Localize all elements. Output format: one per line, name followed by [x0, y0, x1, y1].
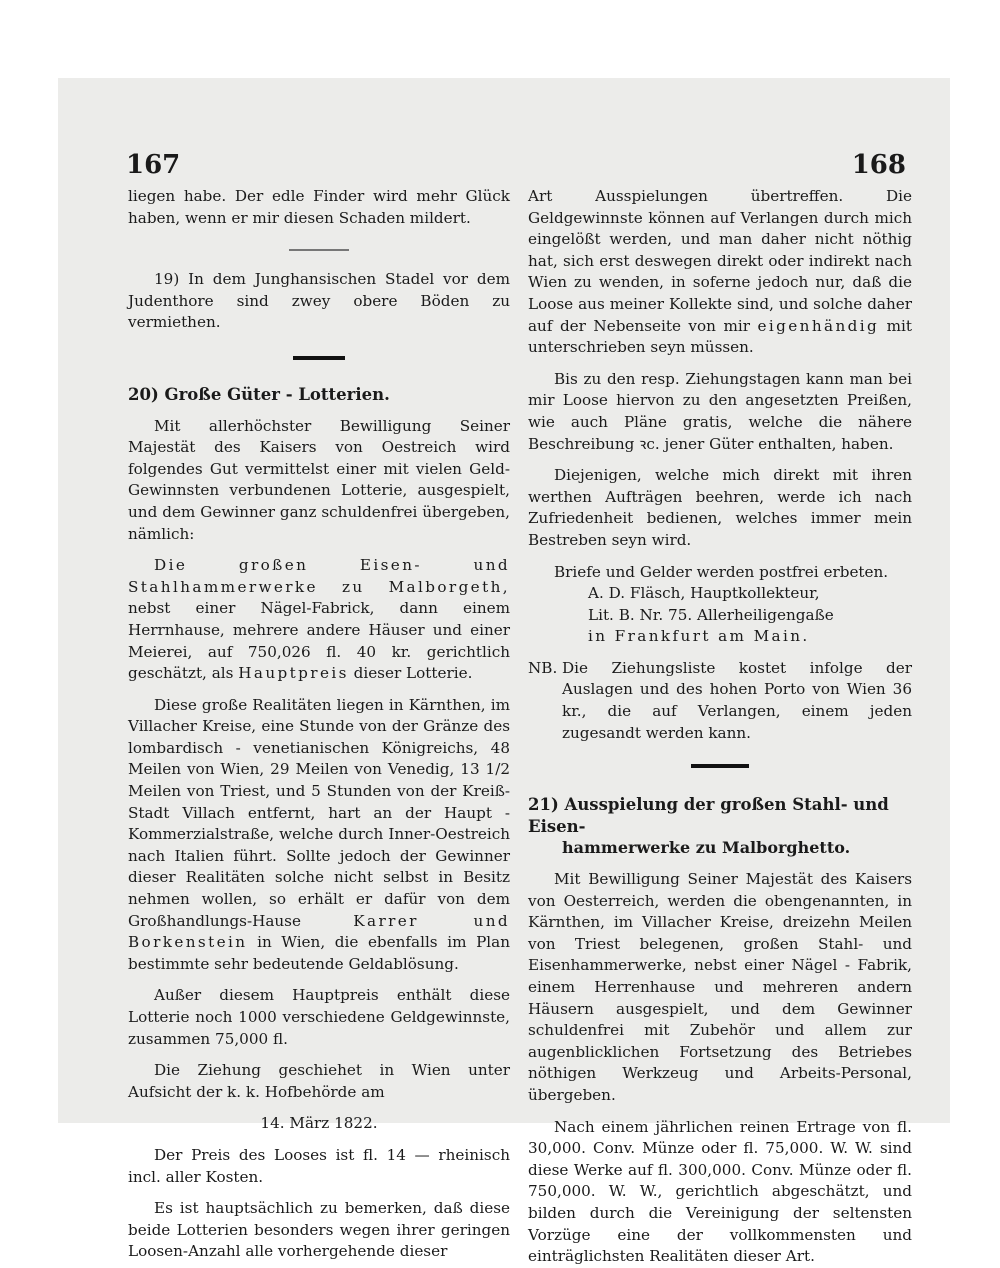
- paragraph-prizes: Außer diesem Hauptpreis enthält diese Lotterie noch 1000 verschiedene Geldgewinnste, zusammen 75,000 fl.: [128, 986, 510, 1048]
- section-divider: [293, 356, 345, 360]
- works-name: Die großen Eisen- und Stahlhammerwerke zu Malborgeth,: [128, 556, 510, 596]
- continuation-end: mit unterschrieben seyn müssen.: [528, 316, 913, 357]
- postage-note: Briefe und Gelder werden postfrei erbeten.: [554, 562, 889, 581]
- location-end: in Wien, die ebenfalls im Plan bestimmte sehr bedeutende Geldablösung.: [128, 933, 511, 973]
- page-number-left: 167: [126, 150, 181, 180]
- paragraph-continuation: liegen habe. Der edle Finder wird mehr Glück haben, wenn er mir diesen Schaden mildert.: [128, 187, 510, 227]
- paragraph-orders: Diejenigen, welche mich direkt mit ihren werthen Aufträgen beehren, werde ich nach Zufriedenheit bedienen, welches immer mein Bestreben seyn wird.: [528, 466, 912, 549]
- paragraph-prize: [128, 555, 510, 685]
- paragraph-tickets: Bis zu den resp. Ziehungstagen kann man bei mir Loose hiervon zu den angesetzten Preißen, wie auch Pläne gratis, welche die nähere Beschreibung ꝛc. jener Güter enthalten, haben.: [528, 369, 912, 453]
- continuation-text: Art Ausspielungen übertreffen. Die Geldgewinnste können auf Verlangen durch mich eingelößt werden, und man daher nicht nöthig hat, sich erst deswegen direkt oder indirekt nach Wien zu wenden, in soferne jedoch nur, daß die Loose aus meiner Kollekte sind, und solche daher auf der Nebenseite von mir: [528, 187, 912, 335]
- main-prize-label: Hauptpreis: [238, 664, 349, 683]
- heading-line-2: hammerwerke zu Malborghetto.: [562, 838, 851, 858]
- right-column: [528, 186, 912, 1268]
- paragraph-price: Der Preis des Looses ist fl. 14 — rheinisch incl. aller Kosten.: [128, 1145, 510, 1186]
- signature-city: in Frankfurt am Main.: [588, 627, 810, 646]
- left-column: [128, 186, 510, 1263]
- prize-end: dieser Lotterie.: [353, 664, 473, 683]
- drawing-date: 14. März 1822.: [260, 1114, 378, 1133]
- nb-note: [528, 658, 912, 744]
- location-text: Diese große Realitäten liegen in Kärnthen, im Villacher Kreise, eine Stunde von der Gränze des lombardisch - venetianischen Königreichs, 48 Meilen von Wien, 29 Meilen von Venedig, 13 1/2 Meilen von Triest, und 5 Stunden von der Kreiß-Stadt Villach entfernt, hart an der Haupt - Kommerzialstraße, welche durch Inner-Oestreich nach Italien führt. Sollte jedoch der Gewinner dieser Realitäten solche nicht selbst in Besitz nehmen wollen, so erhält er dafür von dem Großhandlungs-Hause: [128, 695, 510, 930]
- heading-line-1: 21) Ausspielung der großen Stahl- und Eisen-: [528, 795, 889, 836]
- prize-description: nebst einer Nägel-Fabrick, dann einem Herrnhause, mehrere andere Häuser und einer Meierei, auf 750,026 fl. 40 kr. gerichtlich geschätzt, als: [128, 599, 510, 683]
- scanned-page-spread: [58, 78, 950, 1266]
- signature-address: Lit. B. Nr. 75. Allerheiligengaße: [588, 605, 834, 624]
- heading-malborghetto: [528, 794, 912, 859]
- signature-name: A. D. Fläsch, Hauptkollekteur,: [588, 584, 820, 603]
- nb-label: NB.: [528, 658, 558, 677]
- paragraph-note: Es ist hauptsächlich zu bemerken, daß diese beide Lotterien besonders wegen ihrer geringen Loosen-Anzahl alle vorhergehende dieser: [128, 1199, 510, 1261]
- paragraph-continuation-right: [528, 186, 912, 359]
- trading-house: Karrer und Borkenstein: [128, 911, 510, 952]
- paragraph-ironworks: Mit Bewilligung Seiner Majestät des Kaisers von Oesterreich, werden die obengenannten, in Kärnthen, im Villacher Kreise, dreizehn Meilen von Triest belegenen, großen Stahl- und Eisenhammerwerke, nebst einer Nägel - Fabrik, einem Herrenhause und mehreren andern Häusern ausgespielt, und dem Gewinner schuldenfrei mit Zubehör und allem zur augenblicklichen Fortsetzung des Betriebes nöthigen Werkzeug und Arbeits-Personal, übergeben.: [528, 870, 912, 1104]
- section-divider-right: [691, 764, 749, 768]
- paragraph-yield: Nach einem jährlichen reinen Ertrage von fl. 30,000. Conv. Münze oder fl. 75,000. W. W. sind diese Werke auf fl. 300,000. Conv. Münze oder fl. 750,000. W. W., gerichtlich abgeschätzt, und bilden durch die Vereinigung der seltensten Vorzüge eine der vollkommensten und einträglichsten Realitäten dieser Art.: [528, 1117, 912, 1266]
- divider: [289, 249, 349, 251]
- notice-19: 19) In dem Junghansischen Stadel vor dem Judenthore sind zwey obere Böden zu vermiethen.: [128, 270, 510, 332]
- paragraph-approval: Mit allerhöchster Bewilligung Seiner Majestät des Kaisers von Oestreich wird folgendes Gut vermittelst einer mit vielen Geld-Gewinnsten verbundenen Lotterie, ausgespielt, und dem Gewinner ganz schuldenfrei übergeben, nämlich:: [128, 416, 510, 543]
- page-number-right: 168: [851, 150, 906, 180]
- paragraph-drawing: Die Ziehung geschiehet in Wien unter Aufsicht der k. k. Hofbehörde am: [128, 1061, 510, 1101]
- nb-text: Die Ziehungsliste kostet infolge der Auslagen und des hohen Porto von Wien 36 kr., die auf Verlangen, einem jeden zugesandt werden kann.: [562, 658, 912, 742]
- signature-note: eigenhändig: [757, 316, 880, 335]
- heading-lotteries: 20) Große Güter - Lotterien.: [128, 384, 390, 404]
- paragraph-location: [128, 695, 510, 976]
